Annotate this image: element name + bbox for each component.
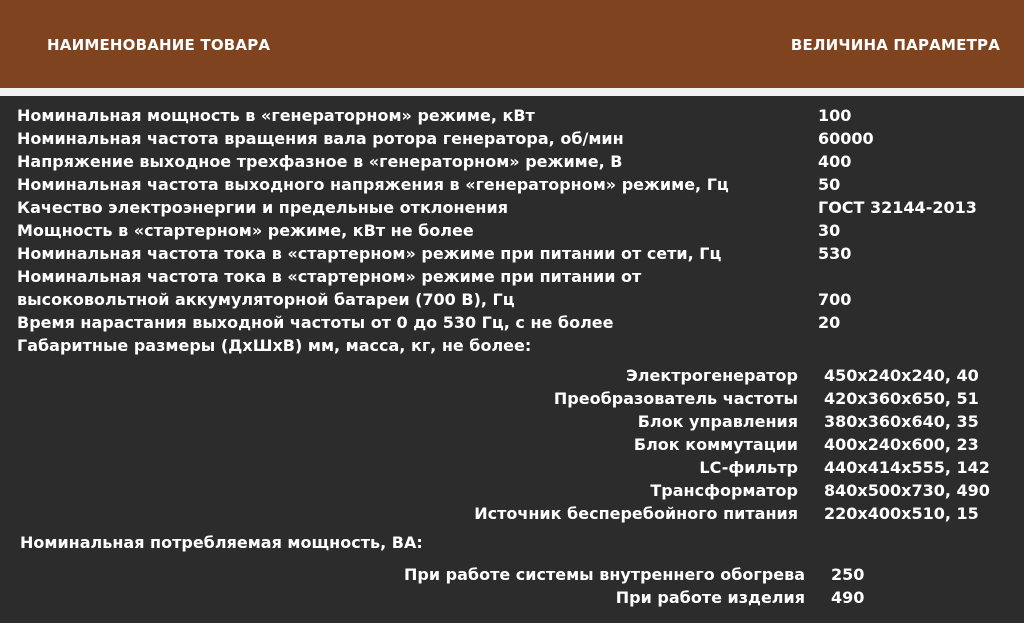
spec-label: Номинальная частота тока в «стартерном» режиме при питании от (17, 267, 642, 286)
power-title: Номинальная потребляемая мощность, ВА: (20, 533, 423, 552)
spec-label: высоковольтной аккумуляторной батареи (700 В), Гц (17, 290, 515, 309)
power-label: При работе изделия (615, 588, 805, 607)
dimension-label: Источник бесперебойного питания (474, 504, 798, 523)
spec-value: 700 (818, 290, 852, 309)
dimension-row (0, 364, 1024, 387)
spec-value: ГОСТ 32144-2013 (818, 198, 977, 217)
spec-label: Габаритные размеры (ДхШхВ) мм, масса, кг, не более: (17, 336, 532, 355)
power-value: 250 (831, 565, 865, 584)
dimensions-list (0, 364, 1024, 525)
spec-label: Номинальная частота выходного напряжения в «генераторном» режиме, Гц (17, 175, 729, 194)
spec-row (17, 311, 1007, 334)
power-label: При работе системы внутреннего обогрева (404, 565, 805, 584)
dimension-value: 450x240x240, 40 (824, 366, 979, 385)
power-value: 490 (831, 588, 865, 607)
spec-row (17, 219, 1007, 242)
dimension-label: Преобразователь частоты (553, 389, 798, 408)
spec-value: 400 (818, 152, 852, 171)
spec-row (17, 104, 1007, 127)
header-separator (0, 88, 1024, 96)
spec-value: 30 (818, 221, 841, 240)
table-header (0, 0, 1024, 88)
dimension-row (0, 433, 1024, 456)
spec-row (17, 334, 1007, 357)
spec-label: Номинальная частота вращения вала ротора генератора, об/мин (17, 129, 624, 148)
dimension-label: Блок управления (637, 412, 798, 431)
power-row (0, 563, 1024, 586)
spec-label: Номинальная частота тока в «стартерном» режиме при питании от сети, Гц (17, 244, 722, 263)
dimension-row (0, 387, 1024, 410)
dimension-row (0, 456, 1024, 479)
spec-label: Время нарастания выходной частоты от 0 до 530 Гц, с не более (17, 313, 614, 332)
dimension-value: 440x414x555, 142 (824, 458, 990, 477)
dimension-value: 220x400x510, 15 (824, 504, 979, 523)
dimension-label: LC-фильтр (699, 458, 798, 477)
spec-label: Напряжение выходное трехфазное в «генераторном» режиме, В (17, 152, 623, 171)
dimension-value: 420x360x650, 51 (824, 389, 979, 408)
spec-row (17, 150, 1007, 173)
spec-row (17, 288, 1007, 311)
spec-row (17, 196, 1007, 219)
dimension-label: Блок коммутации (633, 435, 798, 454)
header-product-name: НАИМЕНОВАНИЕ ТОВАРА (47, 36, 271, 54)
dimension-value: 380x360x640, 35 (824, 412, 979, 431)
dimension-row (0, 502, 1024, 525)
spec-row (17, 173, 1007, 196)
spec-value: 60000 (818, 129, 874, 148)
spec-row (17, 242, 1007, 265)
spec-row (17, 265, 1007, 288)
spec-label: Мощность в «стартерном» режиме, кВт не более (17, 221, 474, 240)
spec-rows (17, 104, 1007, 357)
dimension-value: 400x240x600, 23 (824, 435, 979, 454)
spec-value: 20 (818, 313, 841, 332)
spec-value: 530 (818, 244, 852, 263)
dimension-label: Электрогенератор (626, 366, 798, 385)
dimension-value: 840x500x730, 490 (824, 481, 990, 500)
power-row (0, 586, 1024, 609)
header-parameter-value: ВЕЛИЧИНА ПАРАМЕТРА (790, 36, 1000, 54)
dimension-row (0, 479, 1024, 502)
power-list (0, 563, 1024, 609)
spec-value: 50 (818, 175, 841, 194)
spec-value: 100 (818, 106, 852, 125)
spec-row (17, 127, 1007, 150)
spec-label: Качество электроэнергии и предельные отклонения (17, 198, 508, 217)
spec-label: Номинальная мощность в «генераторном» режиме, кВт (17, 106, 535, 125)
dimension-label: Трансформатор (650, 481, 798, 500)
dimension-row (0, 410, 1024, 433)
